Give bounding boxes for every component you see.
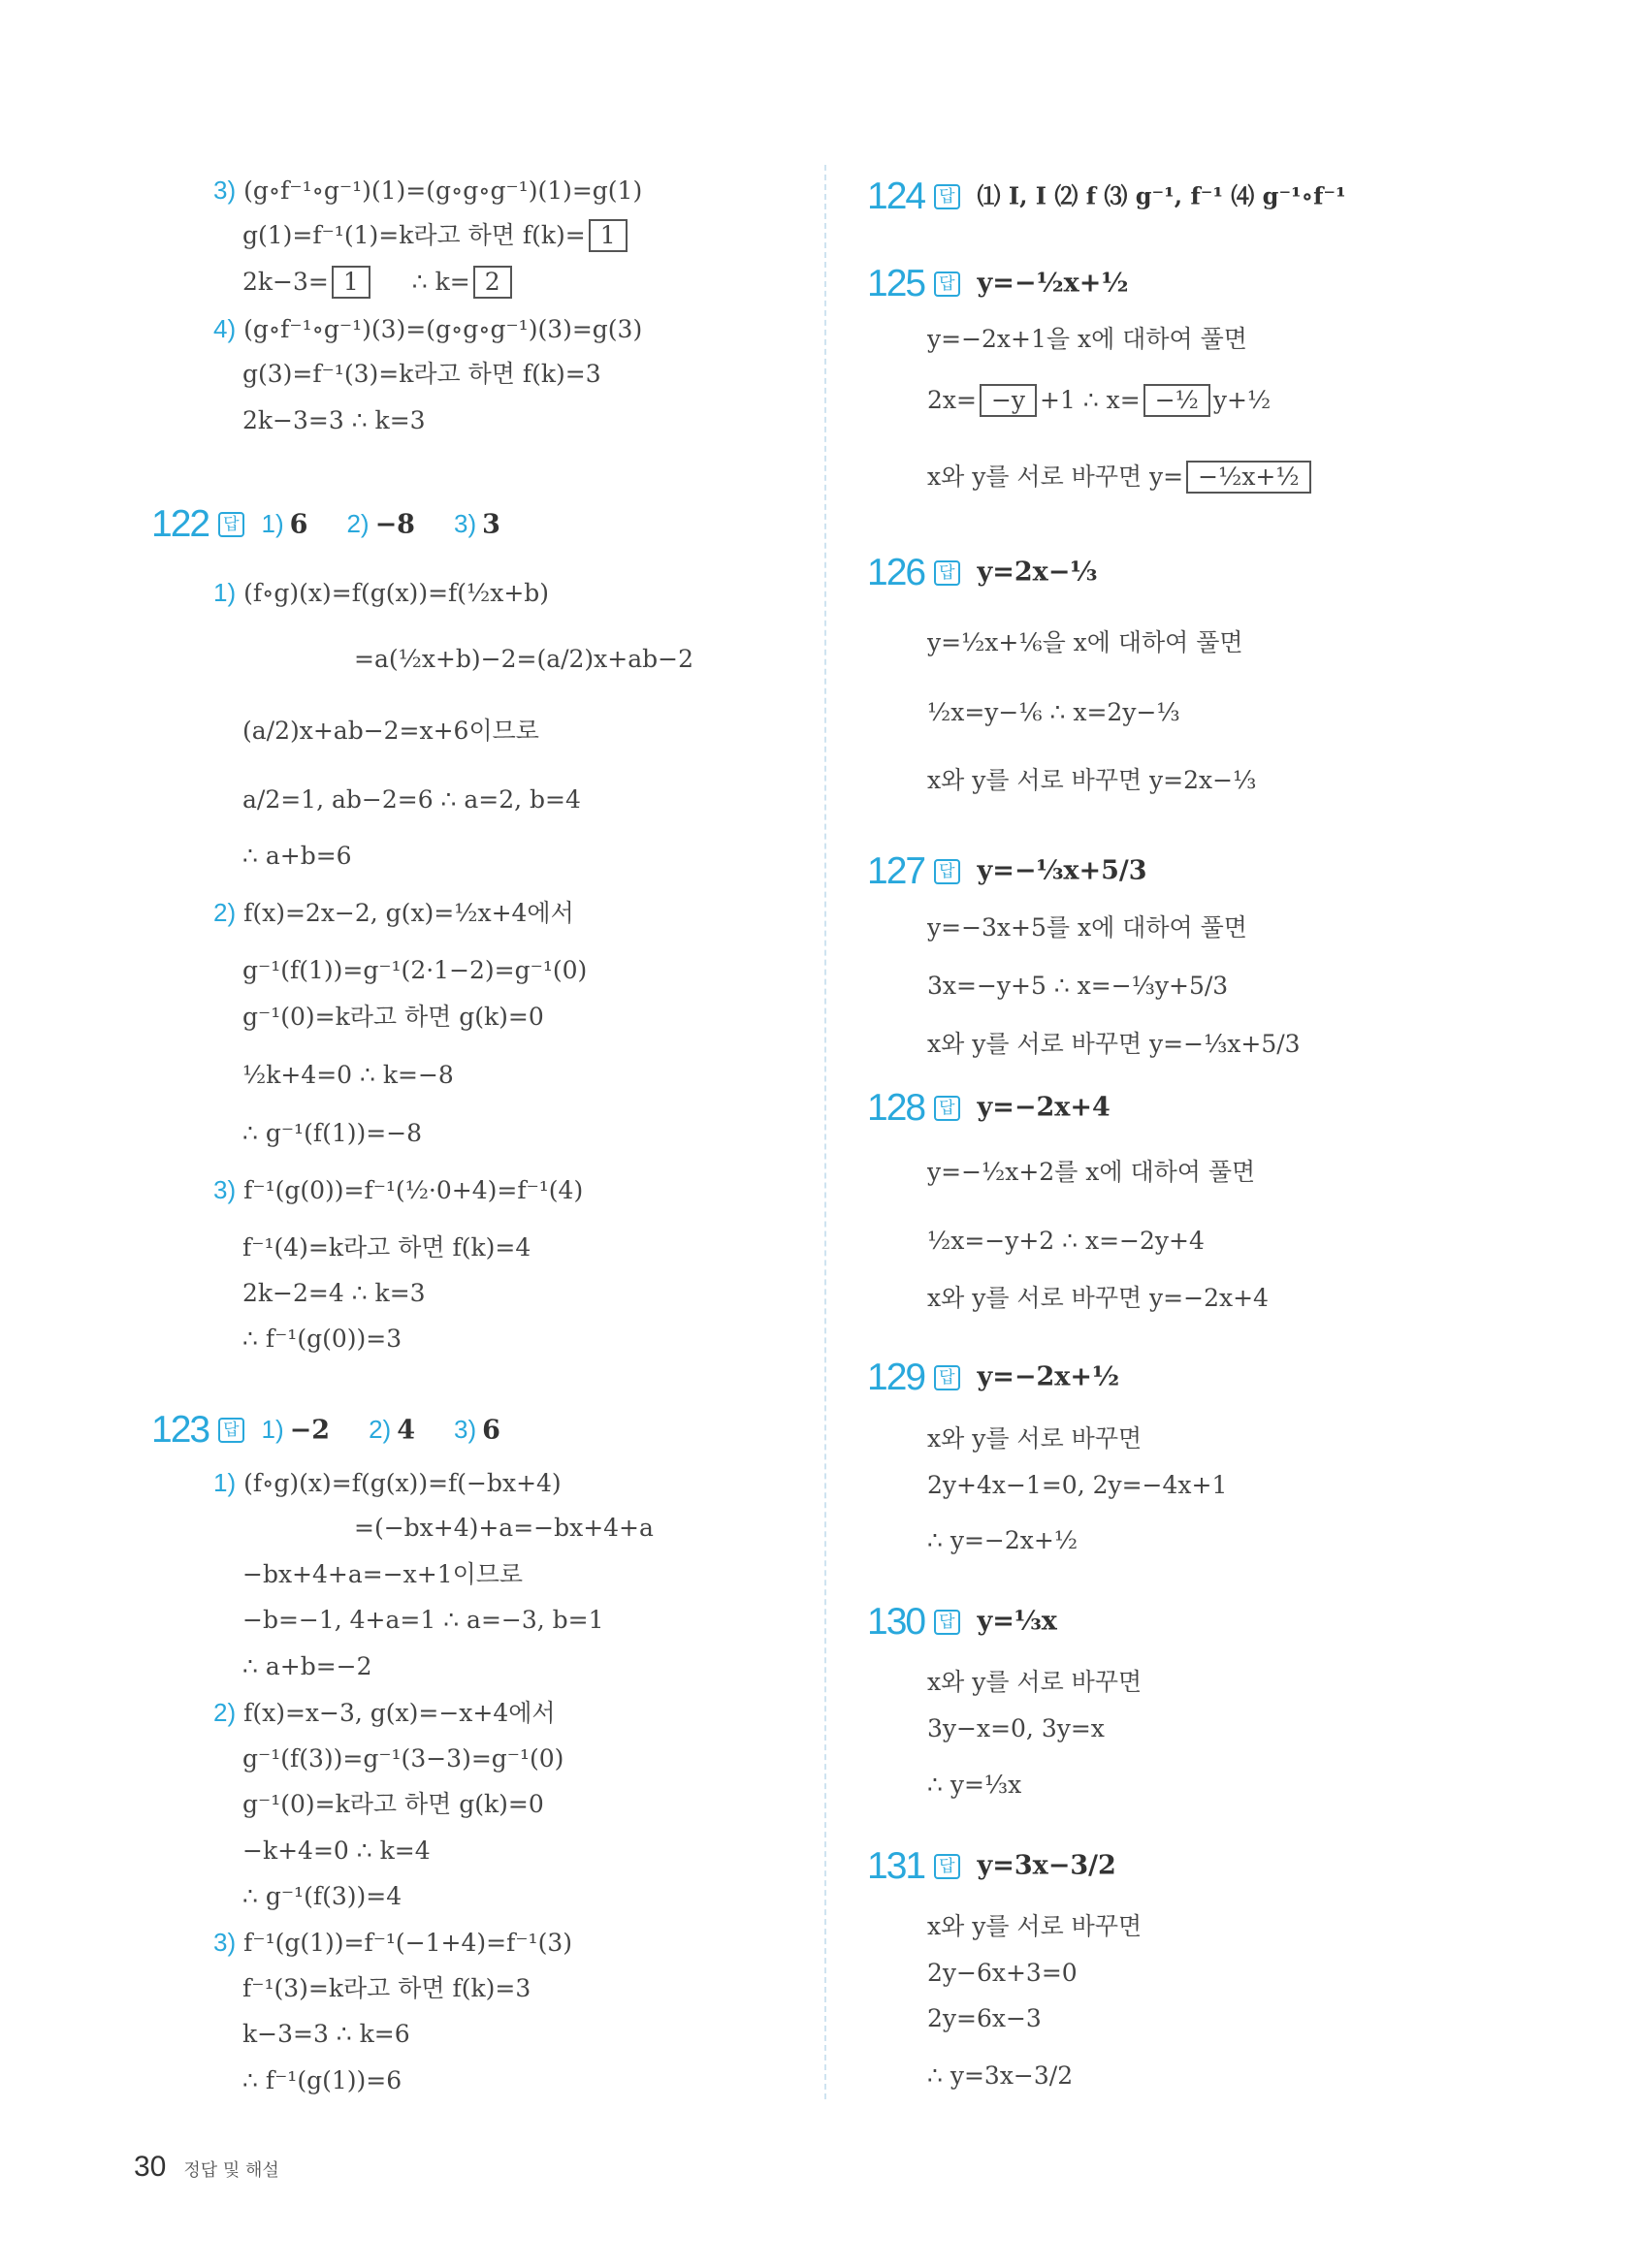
- solution-line: ∴ y=−2x+½: [927, 1526, 1079, 1554]
- solution-line: x와 y를 서로 바꾸면 y= −½x+½: [927, 461, 1314, 494]
- solution-line: −k+4=0 ∴ k=4: [242, 1837, 431, 1865]
- problem-number: 127: [867, 849, 925, 892]
- problem-number: 123: [151, 1408, 209, 1451]
- solution-line: 2x= −y +1 ∴ x= −½ y+½: [927, 384, 1271, 417]
- answer-box: −½: [1143, 384, 1210, 417]
- solution-line: k−3=3 ∴ k=6: [242, 2020, 410, 2048]
- answer-badge: 답: [934, 272, 959, 297]
- answer-badge: 답: [934, 1365, 959, 1390]
- footer-label: 정답 및 해설: [183, 2160, 279, 2181]
- problem-122-header: 122 답 1) 6 2) −8 3) 3: [151, 502, 500, 545]
- solution-line: 2k−2=4 ∴ k=3: [242, 1279, 426, 1307]
- solution-line: g⁻¹(0)=k라고 하면 g(k)=0: [242, 1003, 544, 1031]
- solution-line: 2y+4x−1=0, 2y=−4x+1: [927, 1471, 1228, 1499]
- answer-badge: 답: [218, 512, 243, 537]
- solution-line: f⁻¹(4)=k라고 하면 f(k)=4: [242, 1233, 531, 1262]
- solution-line: g(3)=f⁻¹(3)=k라고 하면 f(k)=3: [242, 360, 601, 388]
- page-footer: [134, 2151, 279, 2184]
- problem-130-header: 130 답 y=⅓x: [867, 1600, 1057, 1643]
- solution-line: 1) (f∘g)(x)=f(g(x))=f(−bx+4): [213, 1468, 562, 1497]
- problem-127-header: 127 답 y=−⅓x+5/3: [867, 849, 1147, 892]
- solution-line: 3) f⁻¹(g(1))=f⁻¹(−1+4)=f⁻¹(3): [213, 1928, 572, 1957]
- solution-line: x와 y를 서로 바꾸면: [927, 1912, 1143, 1940]
- solution-line: 3y−x=0, 3y=x: [927, 1714, 1105, 1742]
- solution-line: y=½x+⅙을 x에 대하여 풀면: [927, 628, 1243, 656]
- problem-124-header: 124 답 ⑴ I, I ⑵ f ⑶ g⁻¹, f⁻¹ ⑷ g⁻¹∘f⁻¹: [867, 175, 1346, 217]
- solution-line: x와 y를 서로 바꾸면 y=−⅓x+5/3: [927, 1030, 1301, 1058]
- solution-line: ½x=−y+2 ∴ x=−2y+4: [927, 1227, 1205, 1255]
- solution-line: x와 y를 서로 바꾸면 y=−2x+4: [927, 1284, 1269, 1312]
- solution-line: ∴ g⁻¹(f(1))=−8: [242, 1119, 423, 1147]
- answer-badge: 답: [934, 1854, 959, 1879]
- answer-box: 1: [589, 219, 628, 252]
- solution-line: 2k−3=3 ∴ k=3: [242, 406, 426, 434]
- page-number: 30: [134, 2151, 167, 2183]
- problem-number: 124: [867, 175, 925, 217]
- problem-number: 126: [867, 551, 925, 593]
- solution-line: g⁻¹(f(1))=g⁻¹(2·1−2)=g⁻¹(0): [242, 956, 588, 984]
- problem-number: 125: [867, 262, 925, 304]
- solution-line: g(1)=f⁻¹(1)=k라고 하면 f(k)= 1: [242, 219, 630, 252]
- answer-badge: 답: [218, 1418, 243, 1443]
- solution-line: x와 y를 서로 바꾸면: [927, 1668, 1143, 1696]
- solution-line: ½x=y−⅙ ∴ x=2y−⅓: [927, 698, 1180, 726]
- solution-line: −bx+4+a=−x+1이므로: [242, 1560, 524, 1588]
- problem-123-header: 123 답 1) −2 2) 4 3) 6: [151, 1408, 500, 1451]
- answer-box: 2: [473, 266, 512, 299]
- solution-line: 1) (f∘g)(x)=f(g(x))=f(½x+b): [213, 578, 550, 607]
- column-divider: [824, 165, 826, 2099]
- solution-line: =a(½x+b)−2=(a/2)x+ab−2: [354, 645, 693, 673]
- solution-line: (a/2)x+ab−2=x+6이므로: [242, 717, 539, 745]
- solution-line: ∴ f⁻¹(g(0))=3: [242, 1325, 402, 1353]
- solution-line: 2y−6x+3=0: [927, 1959, 1078, 1987]
- solution-line: a/2=1, ab−2=6 ∴ a=2, b=4: [242, 785, 581, 814]
- solution-line: −b=−1, 4+a=1 ∴ a=−3, b=1: [242, 1606, 604, 1634]
- solution-line: ∴ f⁻¹(g(1))=6: [242, 2066, 402, 2094]
- solution-line: y=−2x+1을 x에 대하여 풀면: [927, 325, 1247, 353]
- problem-125-header: 125 답 y=−½x+½: [867, 262, 1129, 304]
- answer-box: 1: [332, 266, 370, 299]
- answer-badge: 답: [934, 1610, 959, 1635]
- answer-box: −y: [980, 384, 1037, 417]
- problem-number: 131: [867, 1844, 925, 1887]
- problem-number: 128: [867, 1086, 925, 1129]
- solution-line: 2y=6x−3: [927, 2004, 1042, 2032]
- solution-line: y=−3x+5를 x에 대하여 풀면: [927, 913, 1247, 942]
- solution-line: 4) (g∘f⁻¹∘g⁻¹)(3)=(g∘g∘g⁻¹)(3)=g(3): [213, 314, 643, 343]
- problem-126-header: 126 답 y=2x−⅓: [867, 551, 1098, 593]
- solution-line: ∴ a+b=−2: [242, 1652, 372, 1680]
- solution-line: ½k+4=0 ∴ k=−8: [242, 1061, 454, 1089]
- solution-line: f⁻¹(3)=k라고 하면 f(k)=3: [242, 1974, 531, 2002]
- solution-line: 2k−3= 1 ∴ k= 2: [242, 266, 515, 299]
- solution-line: 3x=−y+5 ∴ x=−⅓y+5/3: [927, 972, 1229, 1000]
- solution-line: x와 y를 서로 바꾸면: [927, 1424, 1143, 1453]
- solution-line: ∴ y=3x−3/2: [927, 2061, 1074, 2090]
- answer-badge: 답: [934, 560, 959, 586]
- answer-badge: 답: [934, 859, 959, 884]
- solution-line: ∴ y=⅓x: [927, 1771, 1022, 1799]
- solution-line: =(−bx+4)+a=−bx+4+a: [354, 1514, 654, 1542]
- problem-129-header: 129 답 y=−2x+½: [867, 1356, 1120, 1398]
- answer-box: −½x+½: [1186, 461, 1310, 494]
- solution-line: g⁻¹(0)=k라고 하면 g(k)=0: [242, 1790, 544, 1818]
- solution-line: 3) f⁻¹(g(0))=f⁻¹(½·0+4)=f⁻¹(4): [213, 1175, 584, 1204]
- solution-line: g⁻¹(f(3))=g⁻¹(3−3)=g⁻¹(0): [242, 1744, 564, 1773]
- solution-line: 2) f(x)=x−3, g(x)=−x+4에서: [213, 1698, 556, 1727]
- solution-line: x와 y를 서로 바꾸면 y=2x−⅓: [927, 766, 1257, 794]
- solution-line: ∴ a+b=6: [242, 842, 352, 870]
- solution-line: 2) f(x)=2x−2, g(x)=½x+4에서: [213, 898, 574, 927]
- problem-number: 129: [867, 1356, 925, 1398]
- answer-badge: 답: [934, 1096, 959, 1121]
- problem-number: 130: [867, 1600, 925, 1643]
- solution-line: ∴ g⁻¹(f(3))=4: [242, 1882, 402, 1910]
- solution-line: 3) (g∘f⁻¹∘g⁻¹)(1)=(g∘g∘g⁻¹)(1)=g(1): [213, 176, 643, 205]
- problem-128-header: 128 답 y=−2x+4: [867, 1086, 1111, 1129]
- problem-131-header: 131 답 y=3x−3/2: [867, 1844, 1116, 1887]
- problem-number: 122: [151, 502, 209, 545]
- answer-badge: 답: [934, 184, 959, 209]
- solution-line: y=−½x+2를 x에 대하여 풀면: [927, 1158, 1256, 1186]
